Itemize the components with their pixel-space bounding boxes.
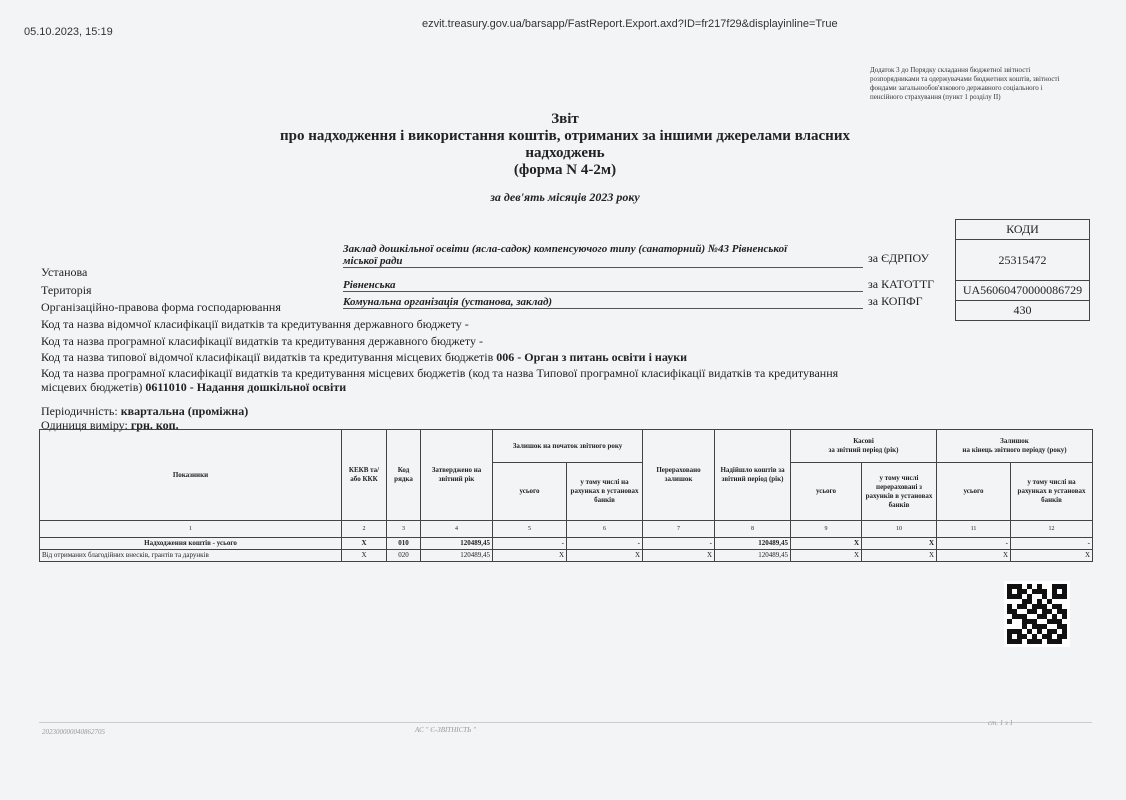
table-cell: - (643, 538, 715, 550)
col-zalyshok-kinets (937, 430, 1093, 463)
vidomcha-klas-derzh: Код та назва відомчої класифікації видатків та кредитування державного бюджету - (41, 317, 469, 331)
footer-doc-id: 202300000040862705 (42, 728, 105, 736)
edrpou-code: 25315472 (956, 240, 1090, 281)
typova-vidomcha-text: Код та назва типової відомчої класифікації видатків та кредитування місцевих бюджетів (41, 350, 497, 364)
table-cell: 020 (387, 550, 421, 562)
kopfg-code: 430 (956, 301, 1090, 321)
footer-page: ст. 1 з 1 (988, 719, 1013, 727)
col-nadiyshlo: Надійшло коштів за звітний період (рік) (715, 430, 791, 521)
table-cell: X (493, 550, 567, 562)
codes-header: КОДИ (956, 220, 1090, 240)
periodychnist-label: Періодичність: (41, 404, 121, 418)
kasovi-line: за звітний період (рік) (828, 446, 899, 454)
table-row (40, 538, 1093, 550)
row-label: Від отриманих благодійних внесків, грантів та дарунків (40, 550, 342, 562)
col-number: 9 (791, 521, 862, 538)
col-pererakhovano: Перераховано залишок (643, 430, 715, 521)
programna-mistsevi-value: 0611010 - Надання дошкільної освіти (145, 380, 347, 394)
table-cell: 120489,45 (715, 550, 791, 562)
table-cell: X (791, 550, 862, 562)
table-cell: 010 (387, 538, 421, 550)
table-cell: X (862, 550, 937, 562)
programna-klas-derzh: Код та назва програмної класифікації видатків та кредитування державного бюджету - (41, 334, 483, 348)
report-table (39, 429, 1093, 562)
col-u-tomu-10: у тому числі перераховані з рахунків в установах банків (862, 463, 937, 521)
zalyshok-kinets-line: Залишок (1000, 437, 1029, 445)
title-line: про надходження і використання коштів, отриманих за іншими джерелами власних (280, 128, 850, 144)
col-u-tomu-12: у тому числі на рахунках в установах банків (1011, 463, 1093, 521)
footer-divider (39, 722, 1092, 723)
appendix-note-line: фондами загальнообов'язкового державного соціального і (870, 84, 1043, 92)
katottg-label: за КАТОТТГ (868, 277, 935, 291)
print-url[interactable]: ezvit.treasury.gov.ua/barsapp/FastReport.Export.axd?ID=fr217f29&displayinline=True (422, 18, 838, 30)
col-kasovi (791, 430, 937, 463)
table-cell: 120489,45 (421, 538, 493, 550)
title-line: (форма N 4-2м) (513, 162, 617, 178)
col-number: 2 (342, 521, 387, 538)
periodychnist (41, 404, 248, 419)
odynytsia-value: грн. коп. (130, 418, 179, 432)
table-cell: 120489,45 (715, 538, 791, 550)
appendix-note-line: пенсійного страхування (пункт 1 розділу II) (870, 93, 1001, 101)
forma-label: Організаційно-правова форма господарювання (41, 300, 281, 314)
table-cell: X (1011, 550, 1093, 562)
table-cell: X (342, 538, 387, 550)
qr-code (1004, 581, 1070, 647)
typova-vidomcha-value: 006 - Орган з питань освіти і науки (496, 350, 688, 364)
row-label: Надходження коштів - усього (40, 538, 342, 550)
col-number: 7 (643, 521, 715, 538)
table-cell: - (1011, 538, 1093, 550)
periodychnist-value: квартальна (проміжна) (120, 404, 249, 418)
zalyshok-kinets-line: на кінець звітного періоду (року) (962, 446, 1067, 454)
report-period: за дев'ять місяців 2023 року (490, 190, 640, 204)
table-cell: X (937, 550, 1011, 562)
forma-value: Комунальна організація (установа, заклад) (343, 296, 863, 309)
ustanova-value (343, 243, 863, 268)
ustanova-value-line: Заклад дошкільної освіти (ясла-садок) компенсуючого типу (санаторний) №43 Рівненської (343, 243, 788, 255)
table-cell: X (643, 550, 715, 562)
table-cell: 120489,45 (421, 550, 493, 562)
odynytsia-label: Одиниця виміру: (41, 418, 131, 432)
table-cell: - (567, 538, 643, 550)
table-row (40, 550, 1093, 562)
table-cell: X (791, 538, 862, 550)
col-number: 4 (421, 521, 493, 538)
col-number: 10 (862, 521, 937, 538)
col-number: 6 (567, 521, 643, 538)
col-number: 5 (493, 521, 567, 538)
table-cell: X (862, 538, 937, 550)
terytoriya-value: Рівненська (343, 279, 863, 292)
title-line: Звіт (551, 111, 579, 127)
kopfg-label: за КОПФГ (868, 294, 923, 308)
programna-mistsevi-text2: місцевих бюджетів) (41, 380, 146, 394)
appendix-note-line: розпорядниками та одержувачами бюджетних коштів, звітності (870, 75, 1060, 83)
table-cell: - (493, 538, 567, 550)
codes-table (955, 219, 1090, 321)
col-number: 3 (387, 521, 421, 538)
footer-system: АС " Є-ЗВІТНІСТЬ " (415, 726, 476, 734)
katottg-code: UA56060470000086729 (956, 281, 1090, 301)
typova-vidomcha-klas (41, 350, 687, 365)
col-zatverdzheno: Затверджено на звітний рік (421, 430, 493, 521)
ustanova-label: Установа (41, 265, 88, 279)
table-cell: - (937, 538, 1011, 550)
appendix-note (870, 66, 1100, 102)
edrpou-label: за ЄДРПОУ (868, 251, 930, 265)
kasovi-line: Касові (853, 437, 874, 445)
table-cell: X (567, 550, 643, 562)
col-usogo-9: усього (791, 463, 862, 521)
title-line: надходжень (525, 145, 605, 161)
report-title (240, 111, 890, 179)
col-number: 8 (715, 521, 791, 538)
col-kekv: КЕКВ та/або ККК (342, 430, 387, 521)
table-cell: X (342, 550, 387, 562)
col-usogo-11: усього (937, 463, 1011, 521)
col-number: 12 (1011, 521, 1093, 538)
column-numbers-row (40, 521, 1093, 538)
programna-klas-mistsevi (41, 366, 861, 394)
col-number: 11 (937, 521, 1011, 538)
col-zalyshok-pochatok: Залишок на початок звітного року (493, 430, 643, 463)
print-datetime: 05.10.2023, 15:19 (24, 26, 113, 38)
appendix-note-line: Додаток 3 до Порядку складання бюджетної звітності (870, 66, 1031, 74)
col-u-tomu-6: у тому числі на рахунках в установах банків (567, 463, 643, 521)
col-kod: Код рядка (387, 430, 421, 521)
ustanova-value-line: міської ради (343, 255, 403, 267)
col-usogo-5: усього (493, 463, 567, 521)
col-number: 1 (40, 521, 342, 538)
programna-mistsevi-text: Код та назва програмної класифікації видатків та кредитування місцевих бюджетів (код та назва Типової програмної класифікації видатків та кредитування (41, 366, 839, 380)
terytoriya-label: Територія (41, 283, 92, 297)
col-pokaznyky: Показники (40, 430, 342, 521)
